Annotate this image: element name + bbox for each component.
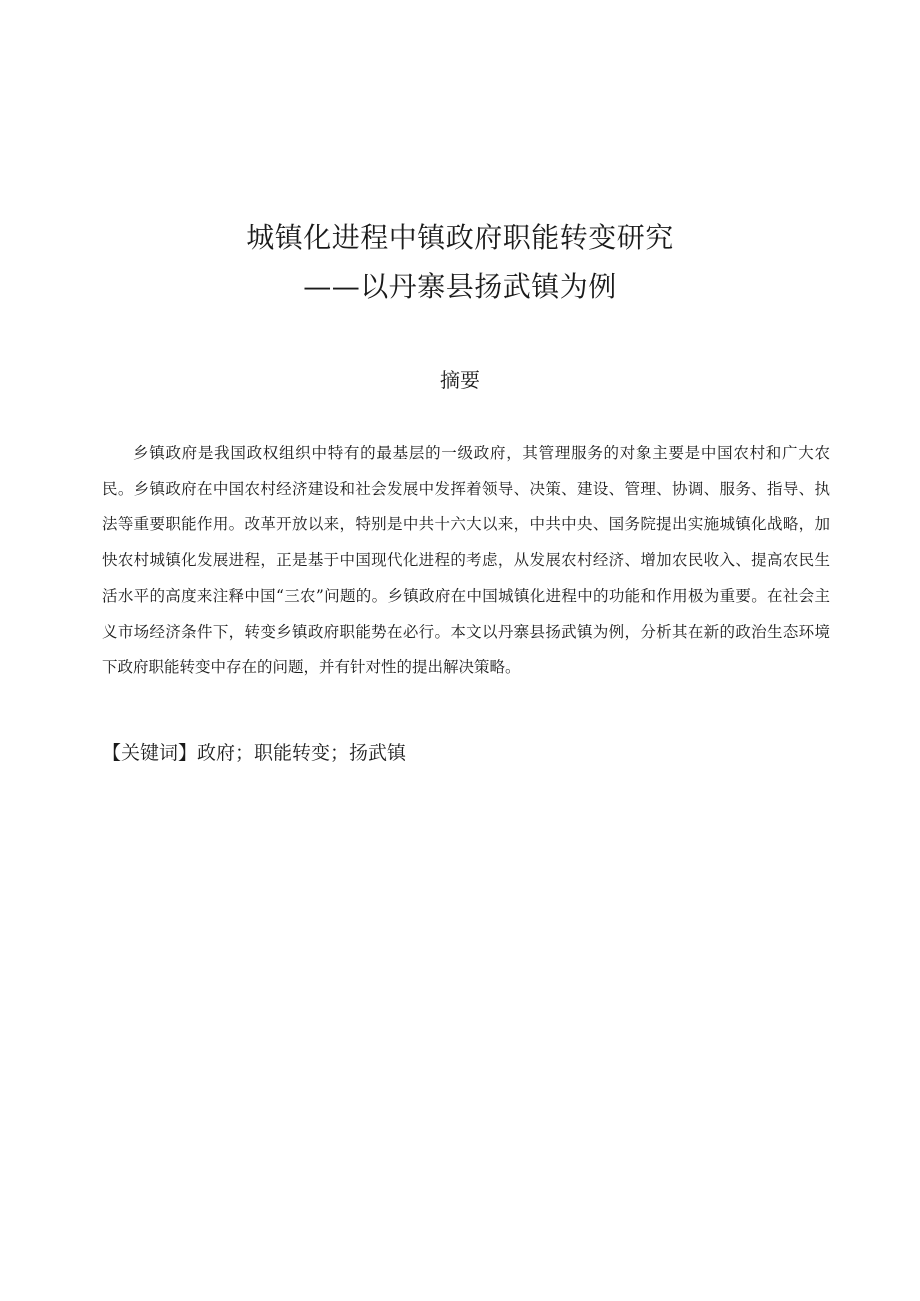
keywords-line: [102, 741, 830, 766]
abstract-body: 乡镇政府是我国政权组织中特有的最基层的一级政府，其管理服务的对象主要是中国农村和广大农民。乡镇政府在中国农村经济建设和社会发展中发挥着领导、决策、建设、管理、协调、服务、指导、执法等重要职能作用。改革开放以来，特别是中共十六大以来，中共中央、国务院提出实施城镇化战略，加快农村城镇化发展进程，正是基于中国现代化进程的考虑，从发展农村经济、增加农民收入、提高农民生活水平的高度来注释中国“三农”问题的。乡镇政府在中国城镇化进程中的功能和作用极为重要。在社会主义市场经济条件下，转变乡镇政府职能势在必行。本文以丹寨县扬武镇为例，分析其在新的政治生态环境下政府职能转变中存在的问题，并有针对性的提出解决策略。: [102, 444, 830, 677]
paper-subtitle: ——以丹寨县扬武镇为例: [303, 270, 617, 303]
paper-title: 城镇化进程中镇政府职能转变研究: [246, 221, 674, 254]
abstract-heading: 摘要: [440, 368, 480, 392]
keywords-text: 政府；职能转变；扬武镇: [197, 742, 407, 764]
keywords-label: 【关键词】: [102, 742, 198, 764]
